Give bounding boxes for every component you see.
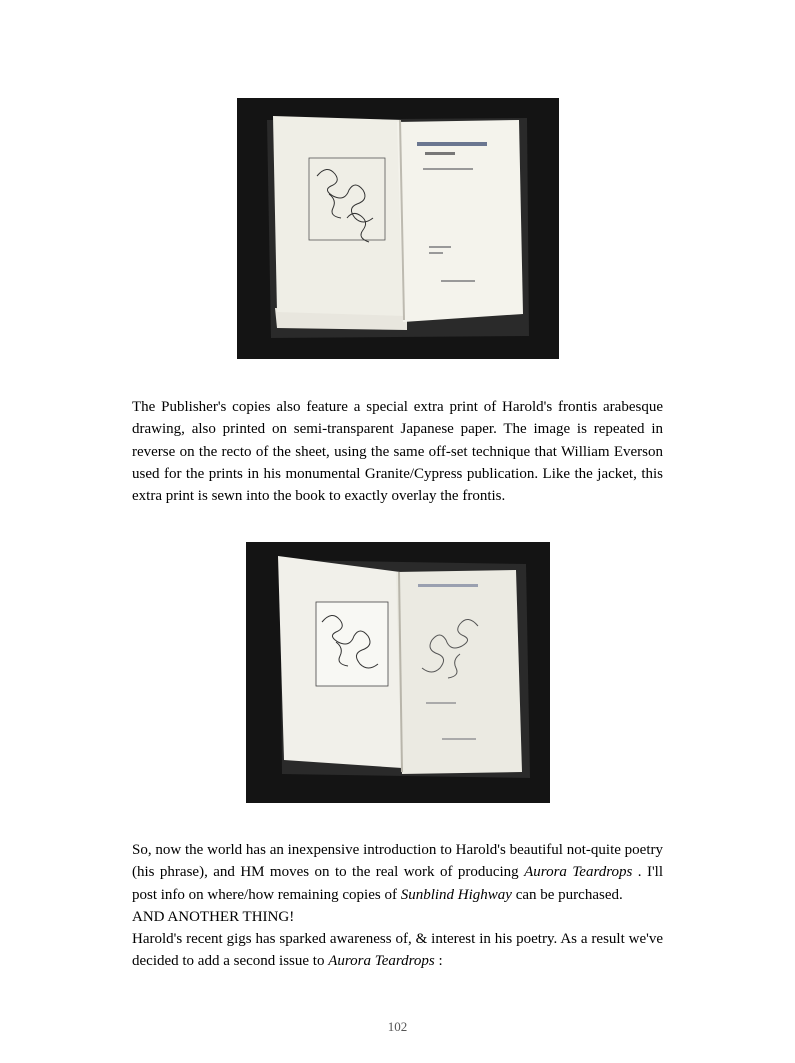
- title-sunblind-highway: Sunblind Highway: [400, 886, 512, 903]
- paragraph-publisher-copies-text: The Publisher's copies also feature a special extra print of Harold's frontis arabesque drawing, also printed on semi-transparent Japanese paper. The image is repeated in reverse on the recto of the sheet, using the same off-set technique that William Everson used for the prints in his monumental Granite/Cypress publication. Like the jacket, this extra print is sewn into the book to exactly overlay the frontis.: [132, 399, 663, 505]
- book-photo-title-page-image: [237, 98, 559, 359]
- book-photo-title-page: [237, 98, 559, 359]
- paragraph-publisher-copies: [132, 396, 663, 507]
- paragraph-now-the-world-text: [132, 842, 663, 903]
- paragraph-now-the-world: [132, 839, 663, 973]
- book-photo-overlay-print: [246, 542, 550, 803]
- page-number: 102: [387, 1019, 408, 1034]
- paragraph-now-the-world-part2: . I'll post info on where/how remaining copies of: [132, 864, 663, 903]
- heading-and-another-thing: AND ANOTHER THING!: [132, 908, 295, 925]
- paragraph-now-the-world-part1: So, now the world has an inexpensive introduction to Harold's beautiful not-quite poetry (his phrase), and HM moves on to the real work of producing: [132, 842, 663, 881]
- title-aurora-teardrops-2: Aurora Teardrops: [328, 953, 435, 970]
- paragraph-recent-gigs: [132, 931, 663, 969]
- title-aurora-teardrops: Aurora Teardrops: [524, 864, 633, 881]
- paragraph-recent-gigs-part2: :: [434, 953, 443, 970]
- paragraph-recent-gigs-part1: Harold's recent gigs has sparked awareness of, & interest in his poetry. As a result we've decided to add a second issue to: [132, 931, 663, 970]
- paragraph-now-the-world-part3: can be purchased.: [511, 886, 623, 903]
- book-photo-overlay-print-image: [246, 542, 550, 803]
